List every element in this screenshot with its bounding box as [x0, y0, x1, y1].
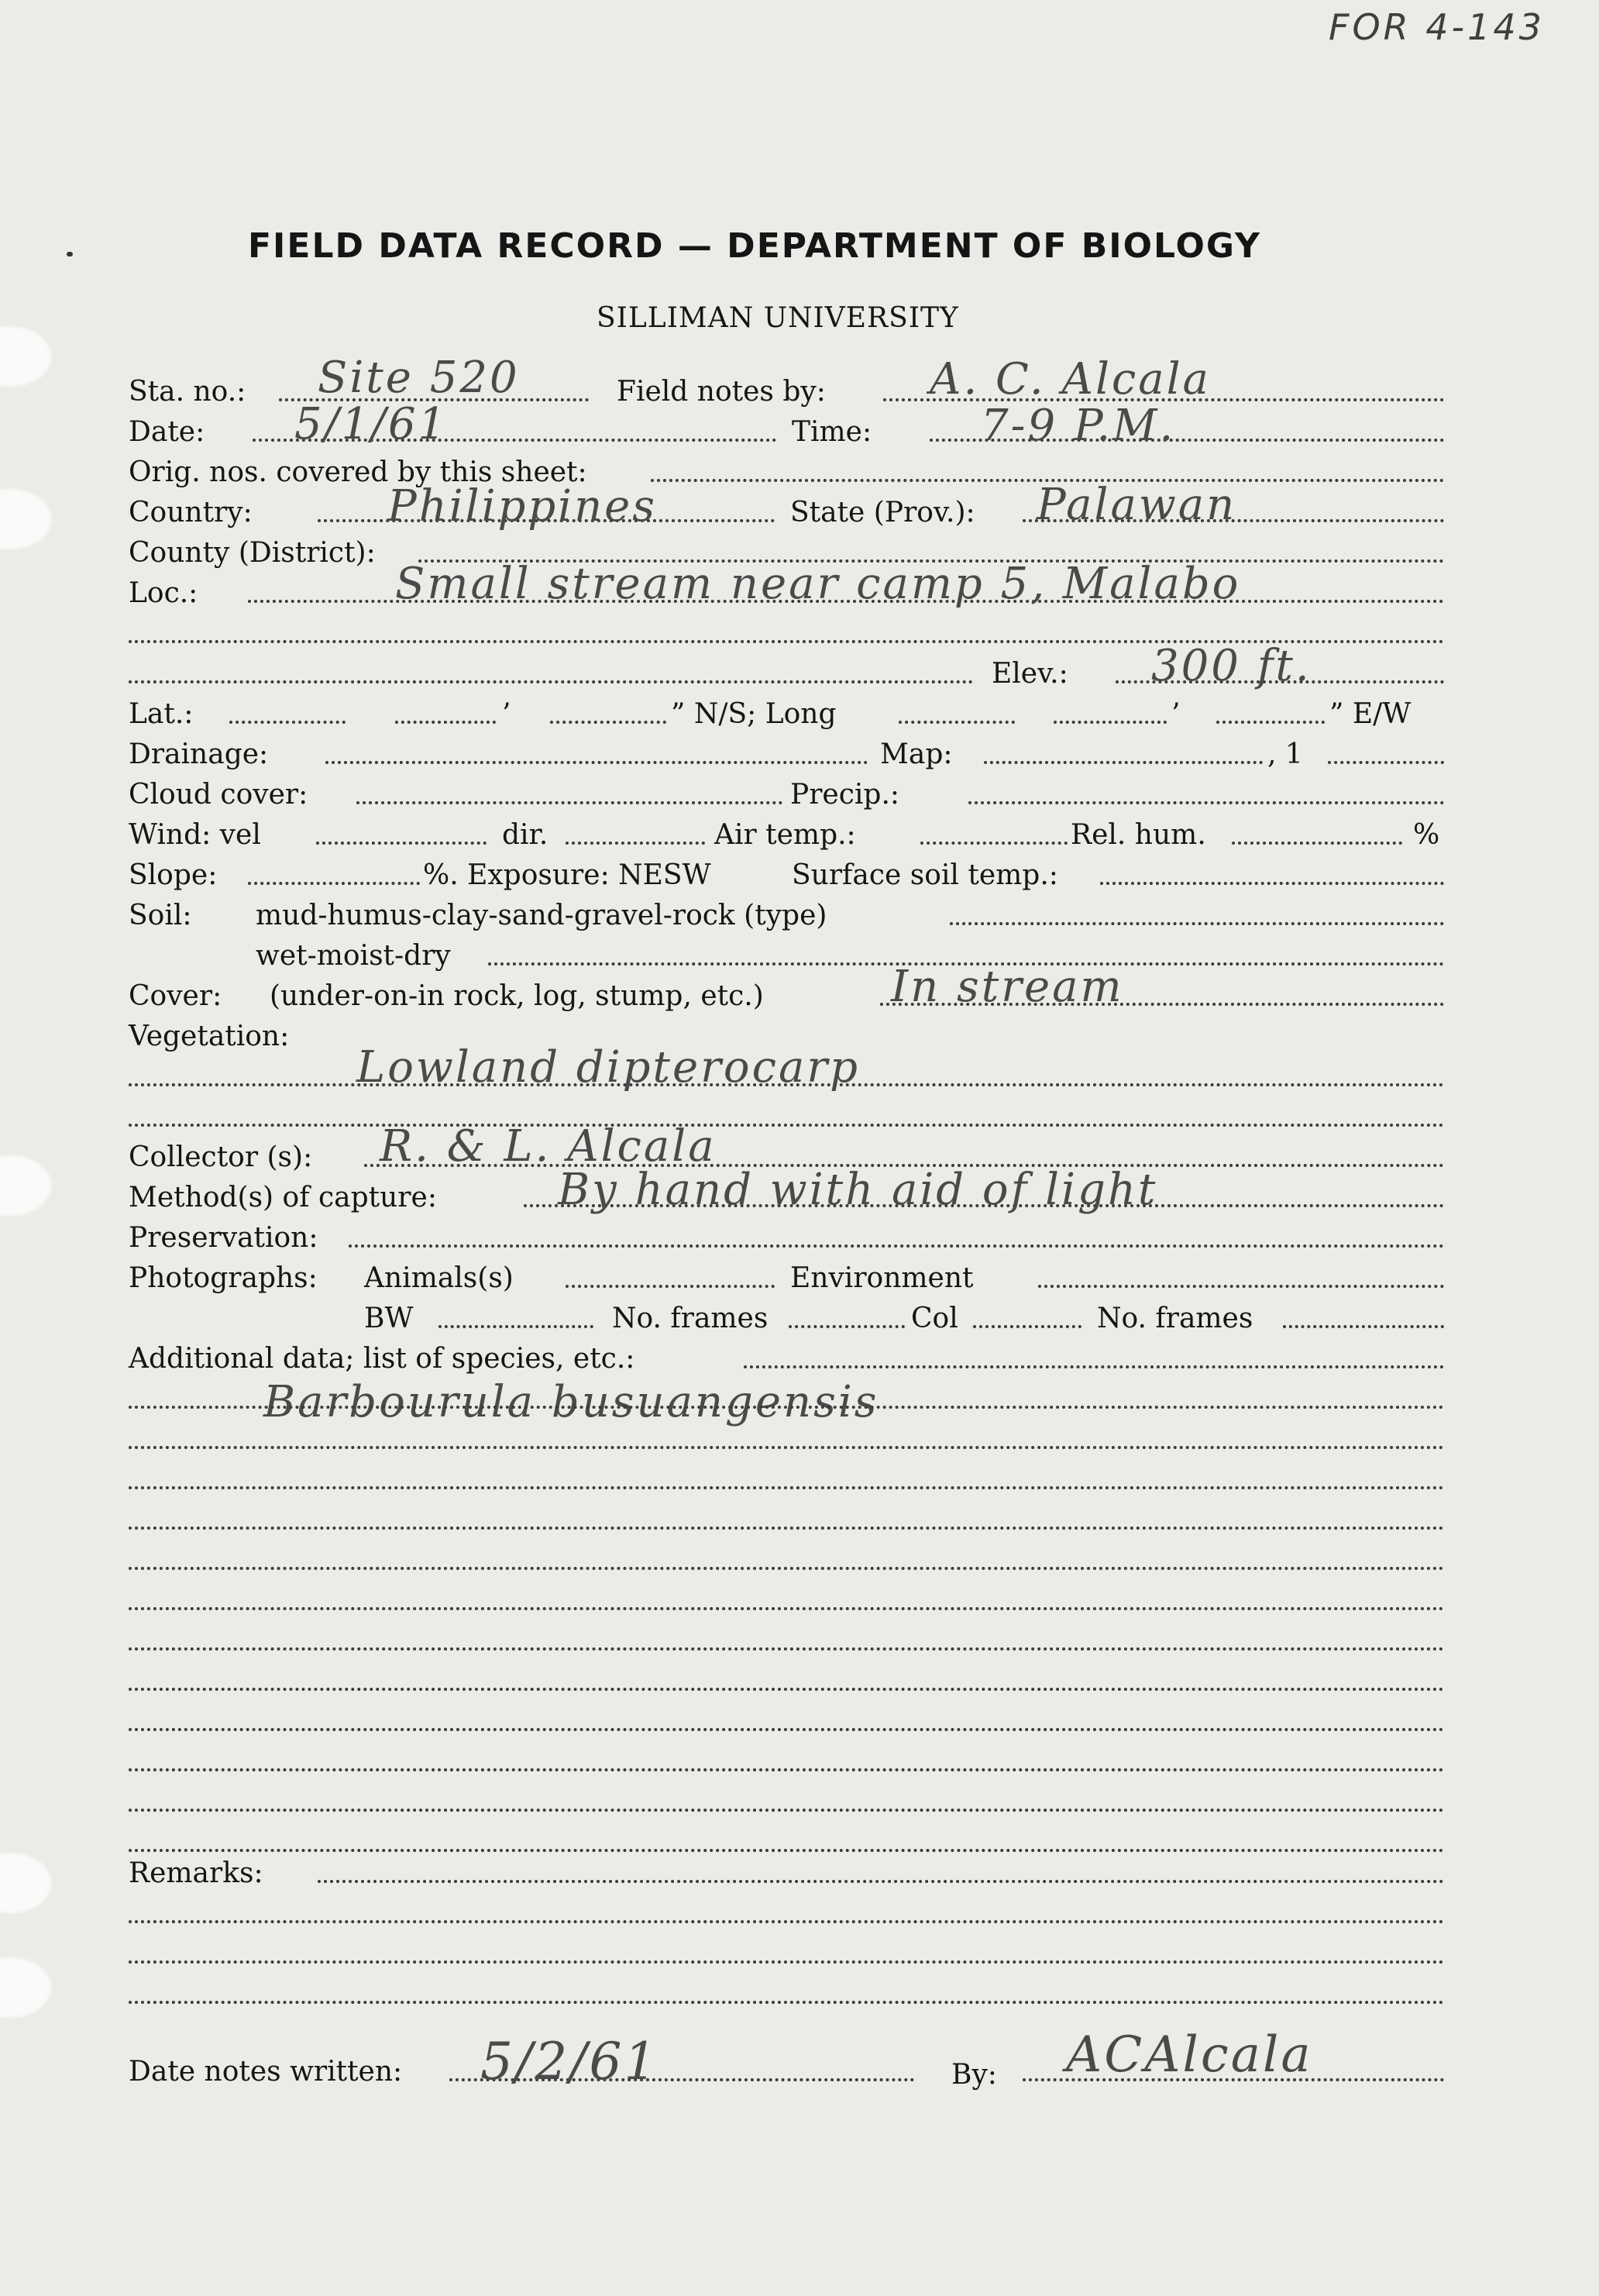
dotted-line — [984, 761, 1263, 764]
cover-label: Cover: — [129, 980, 222, 1012]
dotted-line — [129, 1849, 1444, 1852]
dotted-line — [744, 1365, 1444, 1368]
dotted-line — [129, 1446, 1444, 1449]
dotted-line — [129, 1960, 1444, 1964]
dotted-line — [395, 721, 496, 724]
dotted-line — [129, 1688, 1444, 1691]
soil-moisture: wet-moist-dry — [256, 940, 451, 972]
dotted-line — [129, 1647, 1444, 1651]
dotted-line — [129, 1728, 1444, 1731]
form-title: FIELD DATA RECORD — DEPARTMENT OF BIOLOGY — [248, 226, 1261, 266]
dotted-line — [129, 1406, 1444, 1409]
dotted-line — [789, 1325, 905, 1328]
date-label: Date: — [129, 416, 205, 448]
dotted-line — [318, 1880, 1444, 1883]
loc-value: Small stream near camp 5, Malabo — [395, 559, 1241, 609]
surface-soil-temp-label: Surface soil temp.: — [792, 859, 1058, 891]
punch-hole — [0, 488, 54, 550]
date-notes-written-label: Date notes written: — [129, 2056, 403, 2088]
dotted-line — [1038, 1285, 1444, 1288]
signature: ACAlcala — [1066, 2026, 1313, 2084]
vegetation-value: Lowland dipterocarp — [356, 1042, 860, 1093]
method-value: By hand with aid of light — [558, 1165, 1158, 1215]
map-value: , 1 — [1267, 738, 1303, 770]
cloud-cover-label: Cloud cover: — [129, 779, 308, 811]
long-seconds-label: ” E/W — [1329, 698, 1412, 730]
punch-hole — [0, 1852, 54, 1914]
state-label: State (Prov.): — [790, 497, 975, 528]
soil-types: mud-humus-clay-sand-gravel-rock (type) — [256, 900, 827, 931]
dotted-line — [1283, 1325, 1444, 1328]
time-label: Time: — [792, 416, 872, 448]
by-label: By: — [951, 2059, 997, 2091]
orig-nos-label: Orig. nos. covered by this sheet: — [129, 456, 587, 488]
dotted-line — [1232, 842, 1402, 845]
lat-label: Lat.: — [129, 698, 194, 730]
lat-seconds-long-label: ” N/S; Long — [671, 698, 837, 730]
dotted-line — [129, 1527, 1444, 1530]
remarks-label: Remarks: — [129, 1857, 263, 1889]
punch-hole — [0, 1155, 54, 1217]
environment-label: Environment — [790, 1262, 974, 1294]
bw-label: BW — [364, 1303, 414, 1334]
col-frames-label: No. frames — [1097, 1303, 1253, 1334]
elev-label: Elev.: — [992, 658, 1068, 690]
country-value: Philippines — [387, 481, 658, 532]
dotted-line — [129, 1486, 1444, 1489]
species-value: Barbourula busuangensis — [263, 1377, 879, 1427]
dotted-line — [550, 721, 666, 724]
dotted-line — [950, 922, 1444, 925]
map-label: Map: — [880, 738, 953, 770]
state-value: Palawan — [1037, 480, 1237, 530]
dotted-line — [1054, 721, 1167, 724]
punch-hole — [0, 1957, 54, 2019]
wind-label: Wind: vel — [129, 819, 261, 851]
drainage-label: Drainage: — [129, 738, 269, 770]
collectors-label: Collector (s): — [129, 1141, 313, 1173]
dotted-line — [325, 761, 868, 764]
sta-no-label: Sta. no.: — [129, 376, 246, 408]
catalog-number: FOR 4-143 — [1329, 6, 1545, 48]
sta-no-value: Site 520 — [318, 353, 520, 403]
field-notes-by-value: A. C. Alcala — [930, 354, 1211, 404]
preservation-label: Preservation: — [129, 1222, 318, 1254]
rel-hum-percent: % — [1413, 819, 1440, 851]
photographs-label: Photographs: — [129, 1262, 318, 1294]
exposure-label: %. Exposure: NESW — [423, 859, 711, 891]
dotted-line — [1100, 882, 1444, 885]
bw-frames-label: No. frames — [612, 1303, 769, 1334]
dotted-line — [920, 842, 1068, 845]
dotted-line — [1216, 721, 1325, 724]
method-label: Method(s) of capture: — [129, 1182, 437, 1213]
punch-hole — [0, 325, 54, 387]
vegetation-label: Vegetation: — [129, 1021, 290, 1052]
form-subtitle: SILLIMAN UNIVERSITY — [597, 302, 959, 334]
long-minutes-mark: ’ — [1171, 698, 1181, 730]
dotted-line — [968, 801, 1444, 804]
county-label: County (District): — [129, 537, 376, 569]
cover-options: (under-on-in rock, log, stump, etc.) — [270, 980, 764, 1012]
loc-label: Loc.: — [129, 577, 198, 609]
dotted-line — [129, 1809, 1444, 1812]
slope-label: Slope: — [129, 859, 218, 891]
dotted-line — [229, 721, 346, 724]
col-label: Col — [911, 1303, 958, 1334]
dotted-line — [316, 842, 487, 845]
dotted-line — [349, 1244, 1444, 1248]
margin-mark — [67, 252, 73, 256]
lat-minutes-mark: ’ — [502, 698, 511, 730]
soil-label: Soil: — [129, 900, 192, 931]
date-value: 5/1/61 — [294, 399, 449, 449]
animals-label: Animals(s) — [364, 1262, 514, 1294]
rel-hum-label: Rel. hum. — [1071, 819, 1206, 851]
field-notes-by-label: Field notes by: — [617, 376, 826, 408]
dotted-line — [899, 721, 1015, 724]
date-notes-written-value: 5/2/61 — [480, 2032, 659, 2091]
dotted-line — [129, 1768, 1444, 1771]
dotted-line — [129, 1124, 1444, 1127]
dotted-line — [129, 2001, 1444, 2004]
dotted-line — [438, 1325, 593, 1328]
cover-value: In stream — [891, 962, 1124, 1012]
dotted-line — [566, 1285, 775, 1288]
collectors-value: R. & L. Alcala — [380, 1121, 717, 1172]
elev-value: 300 ft. — [1151, 641, 1312, 691]
dotted-line — [566, 842, 705, 845]
dotted-line — [1328, 761, 1444, 764]
time-value: 7-9 P.M. — [981, 401, 1176, 451]
dotted-line — [248, 882, 420, 885]
dotted-line — [973, 1325, 1081, 1328]
dotted-line — [129, 680, 973, 683]
dotted-line — [129, 1607, 1444, 1610]
dotted-line — [356, 801, 782, 804]
dotted-line — [129, 1920, 1444, 1923]
wind-dir-label: dir. — [502, 819, 548, 851]
dotted-line — [129, 1567, 1444, 1570]
precip-label: Precip.: — [790, 779, 900, 811]
air-temp-label: Air temp.: — [714, 819, 856, 851]
additional-data-label: Additional data; list of species, etc.: — [129, 1343, 635, 1375]
country-label: Country: — [129, 497, 253, 528]
